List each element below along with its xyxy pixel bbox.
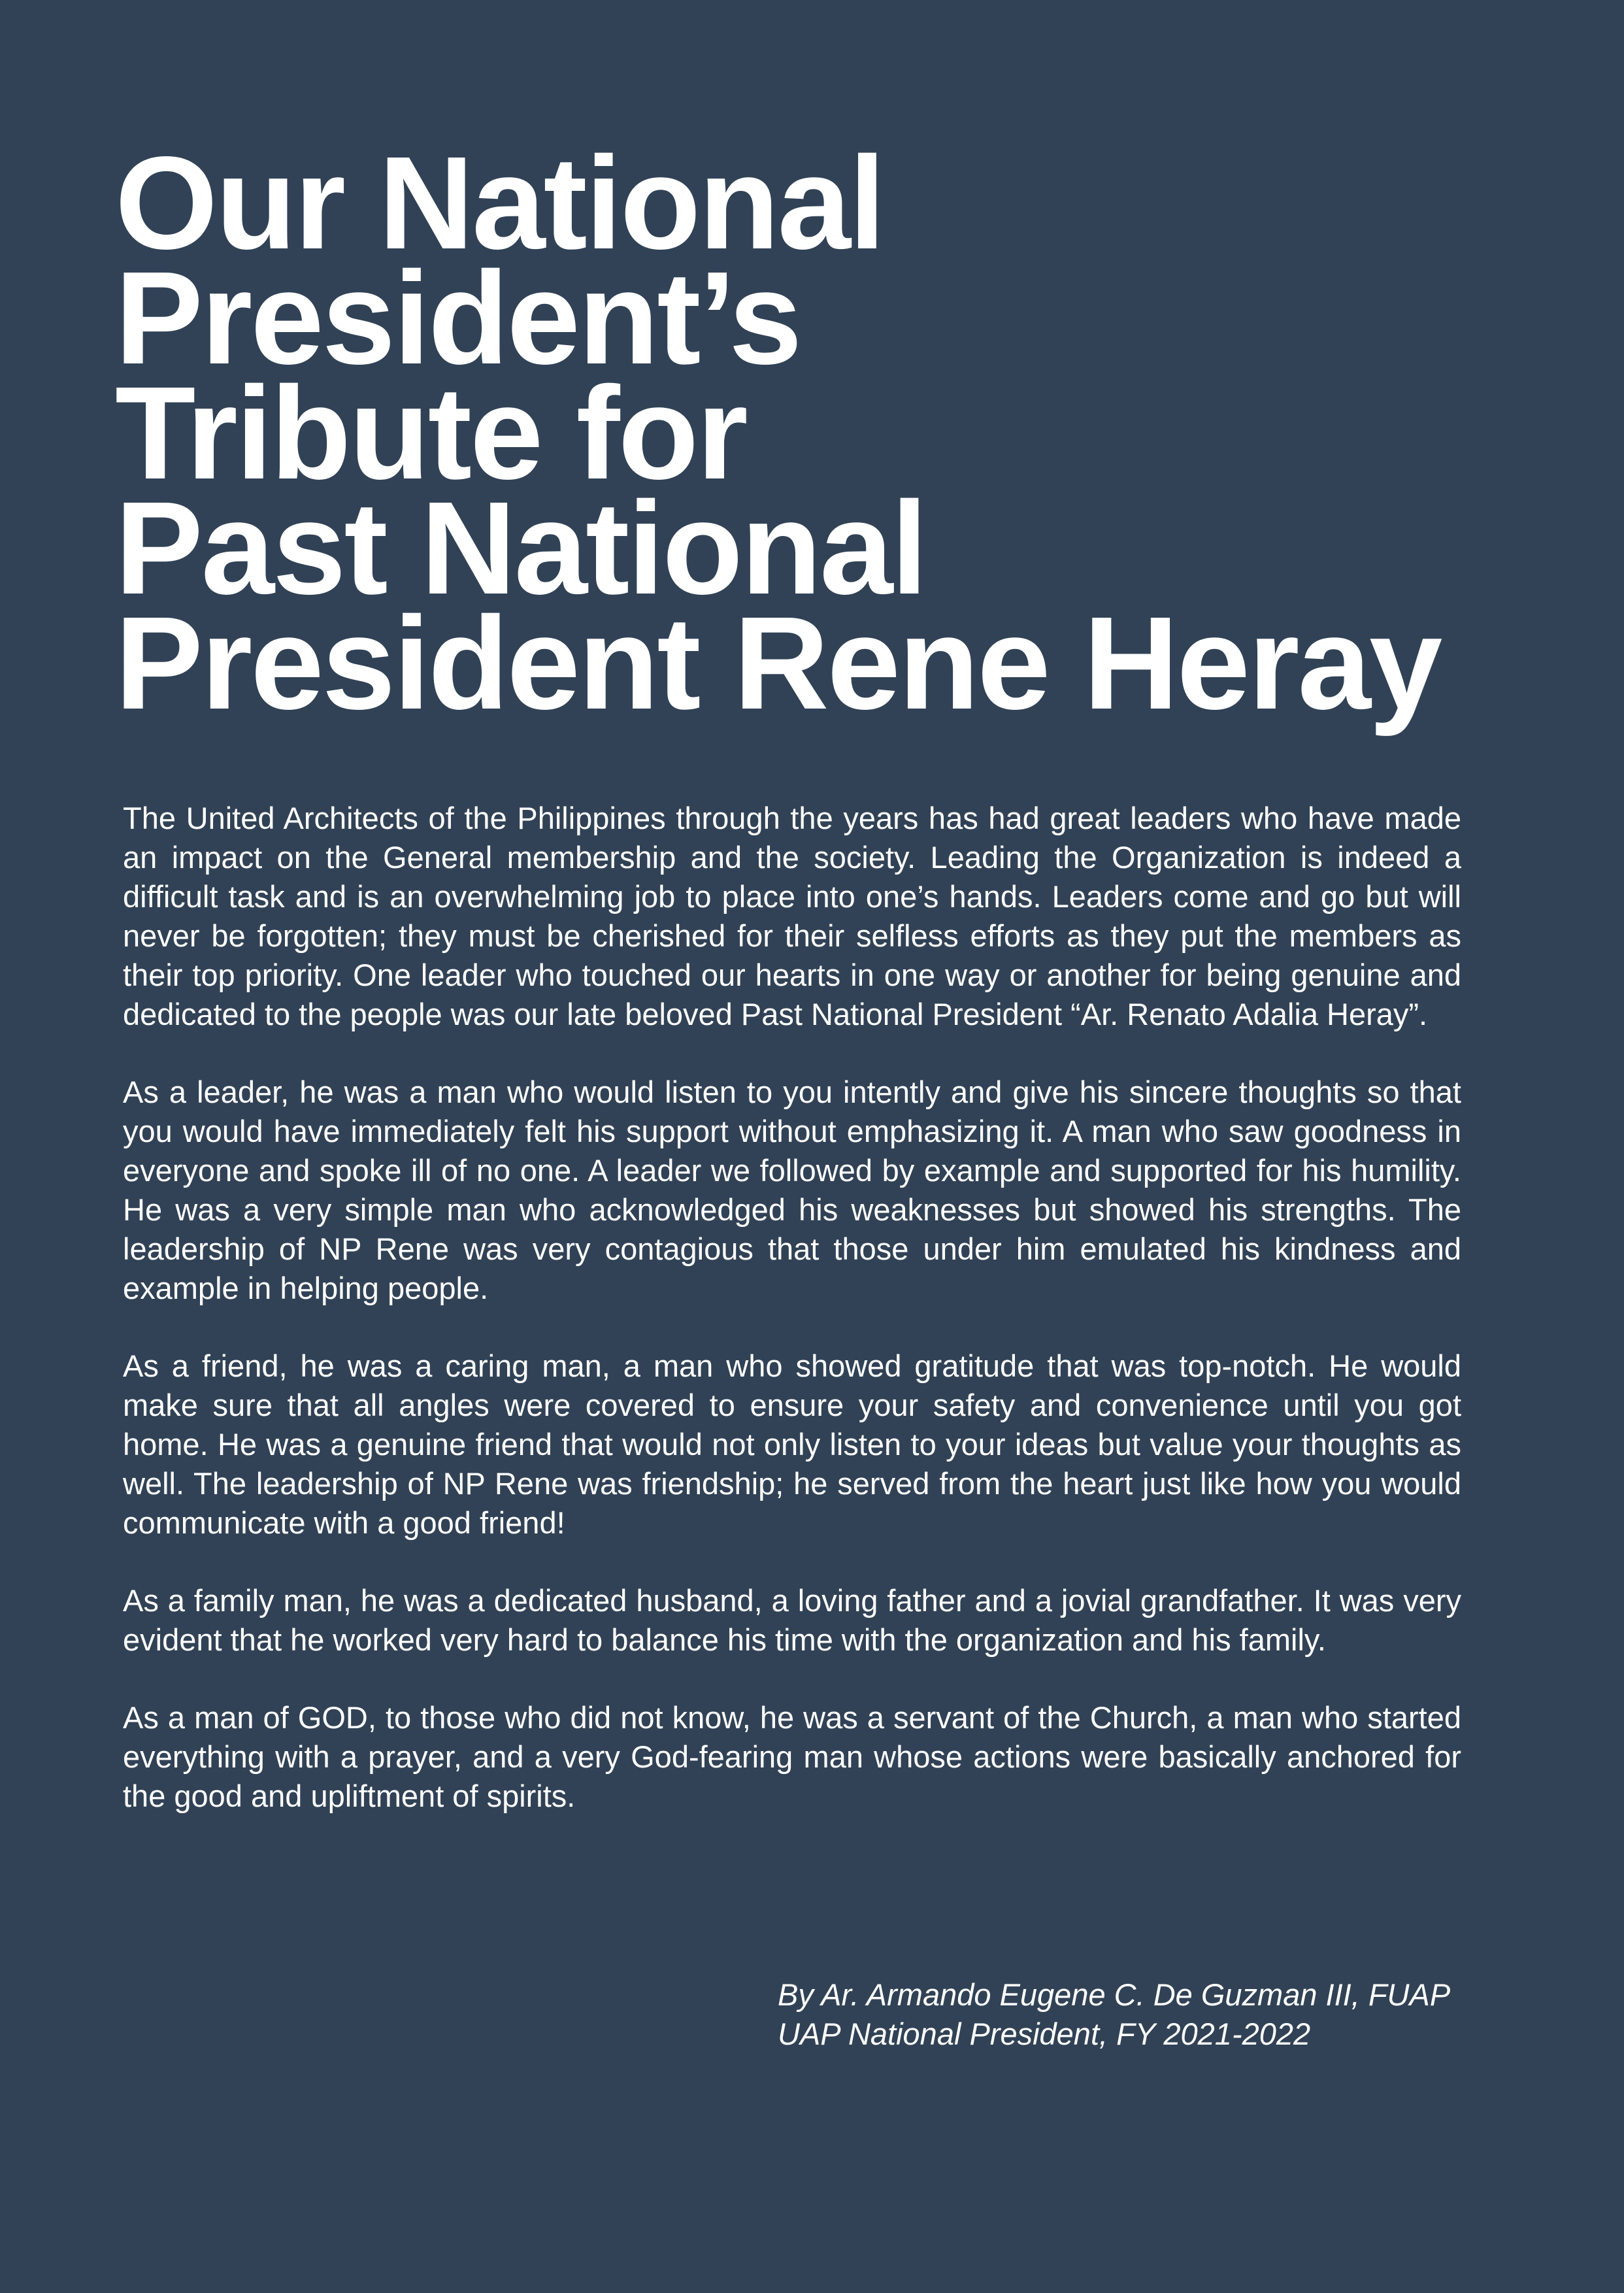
article-body bbox=[123, 799, 1461, 1816]
title-line: President Rene Heray bbox=[115, 589, 1441, 737]
body-paragraph-intro: The United Architects of the Philippines through the years has had great leaders who have made an impact on the General membership and the society. Leading the Organization is indeed a difficult task and is an overwhelming job to place into one’s hands. Leaders come and go but will never be forgotten; they must be cherished for their selfless efforts as they put the members as their top priority. One leader who touched our hearts in one way or another for being genuine and dedicated to the people was our late beloved Past National President “Ar. Renato Adalia Heray”. bbox=[123, 801, 1461, 1031]
title-line: Past National bbox=[115, 474, 926, 622]
body-paragraph-man-of-god: As a man of GOD, to those who did not know, he was a servant of the Church, a man who started everything with a prayer, and a very God-fearing man whose actions were basically anchored for the good and upliftment of spirits. bbox=[123, 1700, 1461, 1813]
body-paragraph-friend: As a friend, he was a caring man, a man who showed gratitude that was top-notch. He would make sure that all angles were covered to ensure your safety and convenience until you got home. He was a genuine friend that would not only listen to your ideas but value your thoughts as well. The leadership of NP Rene was friendship; he served from the heart just like how you would communicate with a good friend! bbox=[123, 1348, 1461, 1540]
body-paragraph-leader: As a leader, he was a man who would listen to you intently and give his sincere thoughts so that you would have immediately felt his support without emphasizing it. A man who saw goodness in everyone and spoke ill of no one. A leader we followed by example and supported for his humility. He was a very simple man who acknowledged his weaknesses but showed his strengths. The leadership of NP Rene was very contagious that those under him emulated his kindness and example in helping people. bbox=[123, 1075, 1461, 1305]
byline-author: By Ar. Armando Eugene C. De Guzman III, FUAP bbox=[778, 1977, 1451, 2012]
title-line: Tribute for bbox=[115, 359, 746, 507]
page-title bbox=[115, 129, 1520, 737]
title-line: President’s bbox=[115, 244, 801, 392]
author-byline bbox=[778, 1975, 1497, 2054]
body-paragraph-family-man: As a family man, he was a dedicated husband, a loving father and a jovial grandfather. It was very evident that he worked very hard to balance his time with the organization and his family. bbox=[123, 1583, 1461, 1657]
byline-position: UAP National President, FY 2021-2022 bbox=[778, 2017, 1311, 2051]
title-line: Our National bbox=[115, 129, 884, 276]
